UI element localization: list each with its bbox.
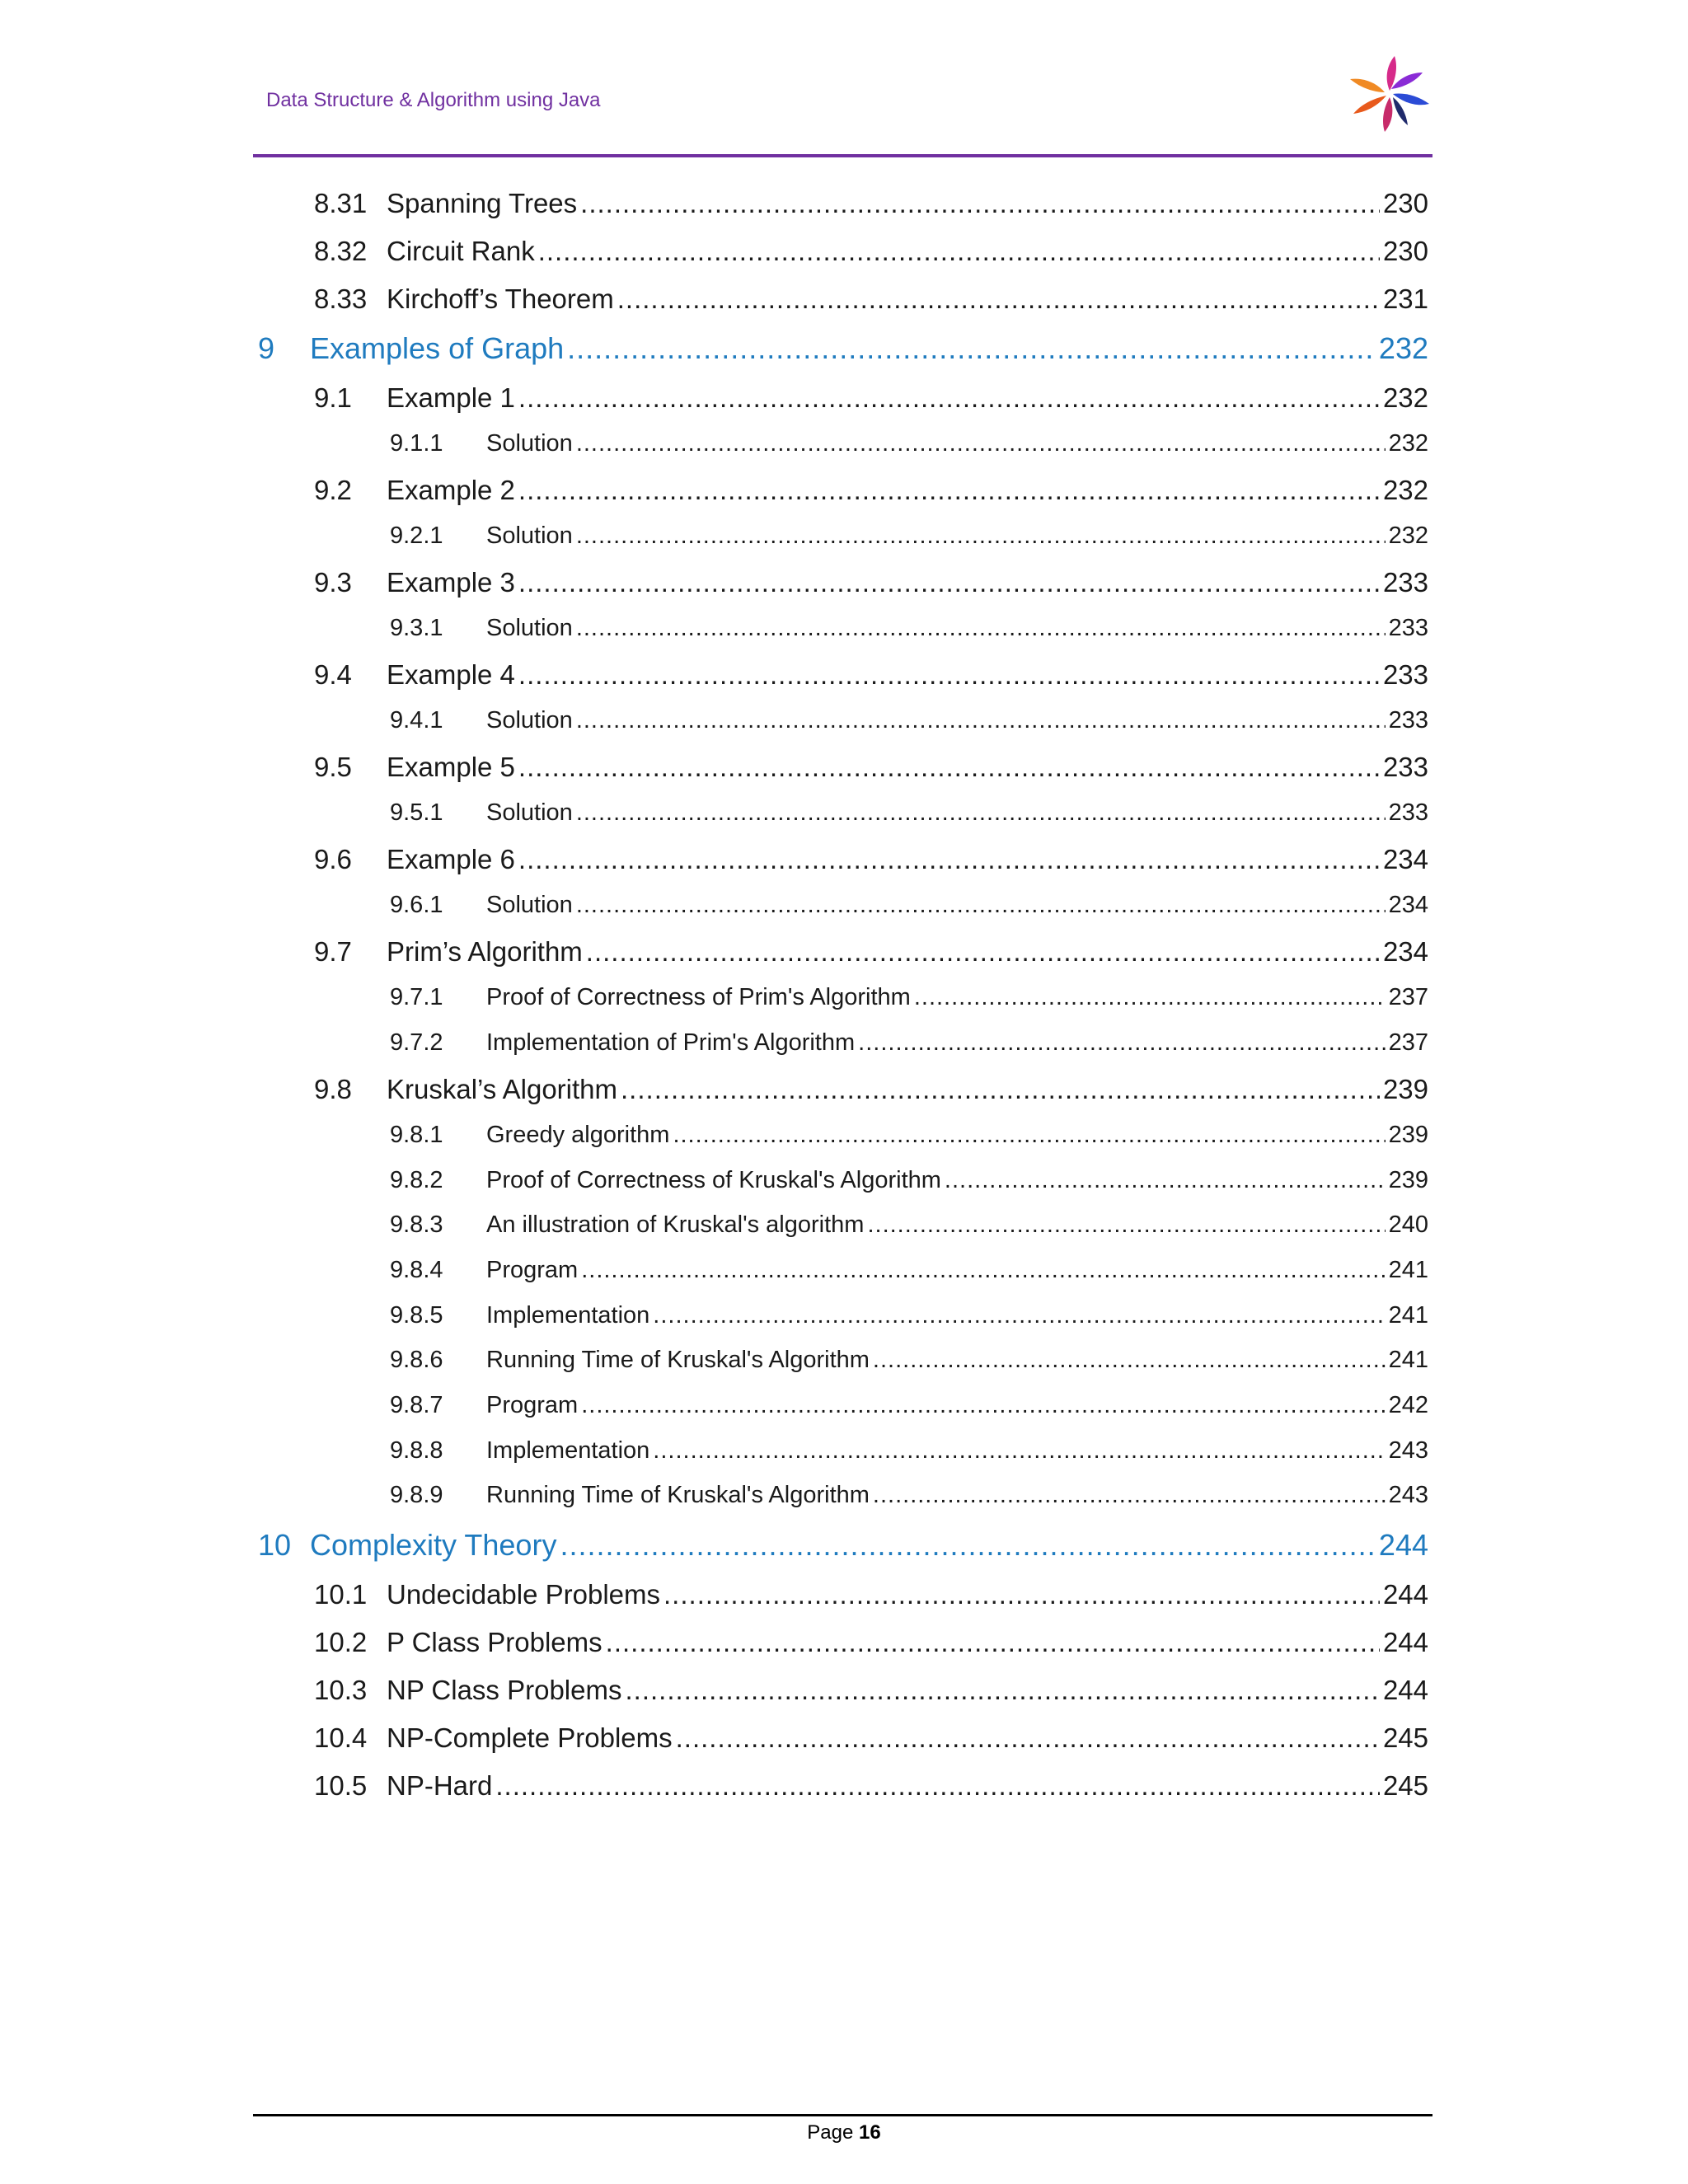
toc-page-number: 233 <box>1382 659 1428 690</box>
toc-leader-dots <box>518 475 1380 506</box>
toc-label: Kruskal’s Algorithm <box>387 1074 618 1104</box>
toc-label: Example 3 <box>387 567 515 598</box>
toc-entry-level-3[interactable] <box>390 523 1428 555</box>
toc-page-number: 233 <box>1382 567 1428 598</box>
page-footer <box>0 2121 1688 2144</box>
toc-entry-level-3[interactable] <box>390 1029 1428 1062</box>
toc-entry-level-3[interactable] <box>390 984 1428 1017</box>
toc-leader-dots <box>945 1167 1386 1194</box>
toc-number: 9.6.1 <box>390 892 443 918</box>
page-label: Page <box>807 2121 854 2144</box>
toc-number: 9.8.1 <box>390 1122 443 1148</box>
toc-leader-dots <box>576 707 1386 734</box>
toc-entry-level-3[interactable] <box>390 1437 1428 1470</box>
toc-number: 10.1 <box>314 1579 368 1610</box>
footer-rule <box>253 2114 1432 2116</box>
toc-number: 9.4.1 <box>390 707 443 733</box>
toc-entry-level-2[interactable] <box>314 1770 1428 1807</box>
toc-entry-level-2[interactable] <box>314 382 1428 419</box>
toc-entry-level-3[interactable] <box>390 1212 1428 1244</box>
toc-entry-level-2[interactable] <box>314 475 1428 511</box>
toc-number: 8.31 <box>314 188 368 218</box>
toc-leader-dots <box>576 799 1386 827</box>
toc-label: Solution <box>486 523 573 549</box>
toc-label: Solution <box>486 892 573 918</box>
toc-leader-dots <box>867 1212 1385 1239</box>
toc-page-number: 232 <box>1388 523 1428 549</box>
toc-page-number: 232 <box>1388 430 1428 457</box>
toc-number: 9.3 <box>314 567 352 598</box>
toc-number: 10 <box>258 1528 292 1562</box>
toc-label: Proof of Correctness of Prim's Algorithm <box>486 984 911 1010</box>
toc-entry-level-3[interactable] <box>390 1257 1428 1290</box>
toc-page-number: 237 <box>1388 984 1428 1010</box>
toc-page-number: 244 <box>1378 1528 1428 1562</box>
toc-page-number: 244 <box>1382 1579 1428 1610</box>
toc-number: 9.1.1 <box>390 430 443 457</box>
toc-page-number: 245 <box>1382 1722 1428 1753</box>
toc-leader-dots <box>617 284 1380 315</box>
toc-label: P Class Problems <box>387 1627 603 1657</box>
toc-leader-dots <box>518 752 1380 783</box>
toc-leader-dots <box>538 236 1380 267</box>
toc-number: 9.1 <box>314 382 352 413</box>
toc-label: Solution <box>486 799 573 826</box>
toc-number: 9.8.9 <box>390 1482 443 1508</box>
toc-leader-dots <box>576 892 1386 919</box>
toc-label: Implementation <box>486 1437 650 1464</box>
toc-entry-level-2[interactable] <box>314 1579 1428 1615</box>
toc-leader-dots <box>580 188 1380 219</box>
toc-leader-dots <box>858 1029 1385 1057</box>
toc-page-number: 245 <box>1382 1770 1428 1801</box>
toc-number: 10.3 <box>314 1675 368 1705</box>
toc-leader-dots <box>873 1347 1386 1374</box>
toc-page-number: 241 <box>1388 1257 1428 1283</box>
toc-page-number: 232 <box>1378 331 1428 365</box>
toc-number: 9.8.2 <box>390 1167 443 1193</box>
toc-label: Program <box>486 1257 579 1283</box>
toc-entry-level-2[interactable] <box>314 752 1428 788</box>
toc-page-number: 237 <box>1388 1029 1428 1056</box>
toc-number: 9.7.1 <box>390 984 443 1010</box>
toc-entry-level-2[interactable] <box>314 844 1428 880</box>
toc-label: Example 1 <box>387 382 515 413</box>
toc-number: 8.33 <box>314 284 368 314</box>
toc-leader-dots <box>673 1122 1385 1149</box>
toc-page-number: 233 <box>1388 615 1428 641</box>
toc-leader-dots <box>576 523 1386 550</box>
toc-entry-level-3[interactable] <box>390 799 1428 832</box>
toc-entry-level-2[interactable] <box>314 567 1428 603</box>
toc-entry-level-2[interactable] <box>314 659 1428 696</box>
toc-leader-dots <box>653 1302 1385 1329</box>
toc-page-number: 240 <box>1388 1212 1428 1238</box>
toc-entry-level-1[interactable] <box>258 331 1428 371</box>
toc-entry-level-3[interactable] <box>390 892 1428 925</box>
toc-label: Solution <box>486 430 573 457</box>
toc-entry-level-2[interactable] <box>314 936 1428 972</box>
toc-label: Example 5 <box>387 752 515 782</box>
toc-label: Example 2 <box>387 475 515 505</box>
toc-page-number: 233 <box>1382 752 1428 782</box>
toc-label: NP-Complete Problems <box>387 1722 673 1753</box>
toc-page-number: 244 <box>1382 1675 1428 1705</box>
header-title: Data Structure & Algorithm using Java <box>266 89 601 111</box>
toc-entry-level-2[interactable] <box>314 236 1428 272</box>
toc-number: 9.8.8 <box>390 1437 443 1464</box>
toc-page-number: 234 <box>1382 844 1428 874</box>
toc-page-number: 244 <box>1382 1627 1428 1657</box>
toc-page-number: 243 <box>1388 1437 1428 1464</box>
toc-leader-dots <box>606 1627 1380 1658</box>
toc-page-number: 232 <box>1382 382 1428 413</box>
toc-page-number: 233 <box>1388 707 1428 733</box>
toc-label: Complexity Theory <box>310 1528 557 1562</box>
toc-page-number: 230 <box>1382 236 1428 266</box>
toc-label: Implementation of Prim's Algorithm <box>486 1029 856 1056</box>
toc-number: 9.4 <box>314 659 352 690</box>
toc-number: 9.7.2 <box>390 1029 443 1056</box>
toc-leader-dots <box>676 1722 1380 1754</box>
toc-leader-dots <box>581 1392 1385 1419</box>
toc-number: 9.2 <box>314 475 352 505</box>
toc-label: Kirchoff’s Theorem <box>387 284 614 314</box>
toc-leader-dots <box>518 567 1380 598</box>
toc-leader-dots <box>581 1257 1385 1284</box>
toc-number: 9.8.7 <box>390 1392 443 1418</box>
toc-label: Circuit Rank <box>387 236 535 266</box>
toc-label: Running Time of Kruskal's Algorithm <box>486 1482 870 1508</box>
toc-page-number: 241 <box>1388 1347 1428 1373</box>
toc-leader-dots <box>621 1074 1380 1105</box>
toc-number: 9 <box>258 331 275 365</box>
toc-number: 9.6 <box>314 844 352 874</box>
toc-leader-dots <box>567 331 1376 366</box>
toc-leader-dots <box>873 1482 1386 1509</box>
toc-number: 9.8.6 <box>390 1347 443 1373</box>
toc-leader-dots <box>576 615 1386 642</box>
toc-number: 9.8.5 <box>390 1302 443 1329</box>
toc-entry-level-2[interactable] <box>314 1627 1428 1663</box>
toc-label: Greedy algorithm <box>486 1122 670 1148</box>
toc-number: 9.8 <box>314 1074 352 1104</box>
toc-label: Program <box>486 1392 579 1418</box>
toc-number: 10.4 <box>314 1722 368 1753</box>
toc-leader-dots <box>518 382 1380 414</box>
toc-label: Examples of Graph <box>310 331 565 365</box>
toc-leader-dots <box>586 936 1380 968</box>
toc-label: Running Time of Kruskal's Algorithm <box>486 1347 870 1373</box>
toc-entry-level-2[interactable] <box>314 1074 1428 1110</box>
toc-entry-level-3[interactable] <box>390 1302 1428 1335</box>
toc-entry-level-2[interactable] <box>314 188 1428 224</box>
toc-label: Example 6 <box>387 844 515 874</box>
toc-number: 9.8.3 <box>390 1212 443 1238</box>
toc-entry-level-2[interactable] <box>314 1722 1428 1759</box>
toc-entry-level-3[interactable] <box>390 1392 1428 1425</box>
toc-page-number: 231 <box>1382 284 1428 314</box>
toc-number: 10.5 <box>314 1770 368 1801</box>
toc-label: Undecidable Problems <box>387 1579 661 1610</box>
toc-page-number: 234 <box>1382 936 1428 967</box>
toc-leader-dots <box>560 1528 1375 1563</box>
toc-page-number: 234 <box>1388 892 1428 918</box>
toc-entry-level-1[interactable] <box>258 1528 1428 1568</box>
toc-leader-dots <box>518 844 1380 875</box>
toc-number: 9.7 <box>314 936 352 967</box>
toc-entry-level-3[interactable] <box>390 1167 1428 1200</box>
toc-page-number: 233 <box>1388 799 1428 826</box>
toc-leader-dots <box>518 659 1380 691</box>
toc-label: Solution <box>486 615 573 641</box>
toc-page-number: 242 <box>1388 1392 1428 1418</box>
toc-page-number: 239 <box>1388 1167 1428 1193</box>
toc-label: An illustration of Kruskal's algorithm <box>486 1212 865 1238</box>
toc-label: Spanning Trees <box>387 188 578 218</box>
toc-page-number: 243 <box>1388 1482 1428 1508</box>
toc-entry-level-2[interactable] <box>314 284 1428 320</box>
toc-entry-level-3[interactable] <box>390 615 1428 648</box>
toc-label: Prim’s Algorithm <box>387 936 583 967</box>
toc-entry-level-3[interactable] <box>390 1122 1428 1155</box>
toc-entry-level-3[interactable] <box>390 1347 1428 1380</box>
toc-number: 8.32 <box>314 236 368 266</box>
toc-label: Implementation <box>486 1302 650 1329</box>
toc-label: Example 4 <box>387 659 515 690</box>
toc-entry-level-3[interactable] <box>390 1482 1428 1515</box>
publisher-logo-icon <box>1343 51 1436 137</box>
toc-leader-dots <box>625 1675 1379 1706</box>
toc-entry-level-3[interactable] <box>390 707 1428 740</box>
toc-page-number: 232 <box>1382 475 1428 505</box>
toc-number: 9.3.1 <box>390 615 443 641</box>
toc-page-number: 239 <box>1388 1122 1428 1148</box>
toc-page-number: 239 <box>1382 1074 1428 1104</box>
page-number: 16 <box>859 2121 881 2144</box>
toc-label: Solution <box>486 707 573 733</box>
toc-label: Proof of Correctness of Kruskal's Algorithm <box>486 1167 941 1193</box>
toc-leader-dots <box>653 1437 1385 1465</box>
toc-leader-dots <box>914 984 1386 1011</box>
toc-page-number: 230 <box>1382 188 1428 218</box>
toc-label: NP Class Problems <box>387 1675 622 1705</box>
toc-leader-dots <box>576 430 1386 457</box>
toc-number: 9.5.1 <box>390 799 443 826</box>
toc-label: NP-Hard <box>387 1770 493 1801</box>
toc-number: 9.2.1 <box>390 523 443 549</box>
toc-number: 9.5 <box>314 752 352 782</box>
toc-leader-dots <box>663 1579 1380 1610</box>
toc-entry-level-3[interactable] <box>390 430 1428 463</box>
toc-page-number: 241 <box>1388 1302 1428 1329</box>
toc-leader-dots <box>495 1770 1380 1802</box>
toc-entry-level-2[interactable] <box>314 1675 1428 1711</box>
toc-number: 9.8.4 <box>390 1257 443 1283</box>
header-rule <box>253 154 1432 157</box>
toc-number: 10.2 <box>314 1627 368 1657</box>
